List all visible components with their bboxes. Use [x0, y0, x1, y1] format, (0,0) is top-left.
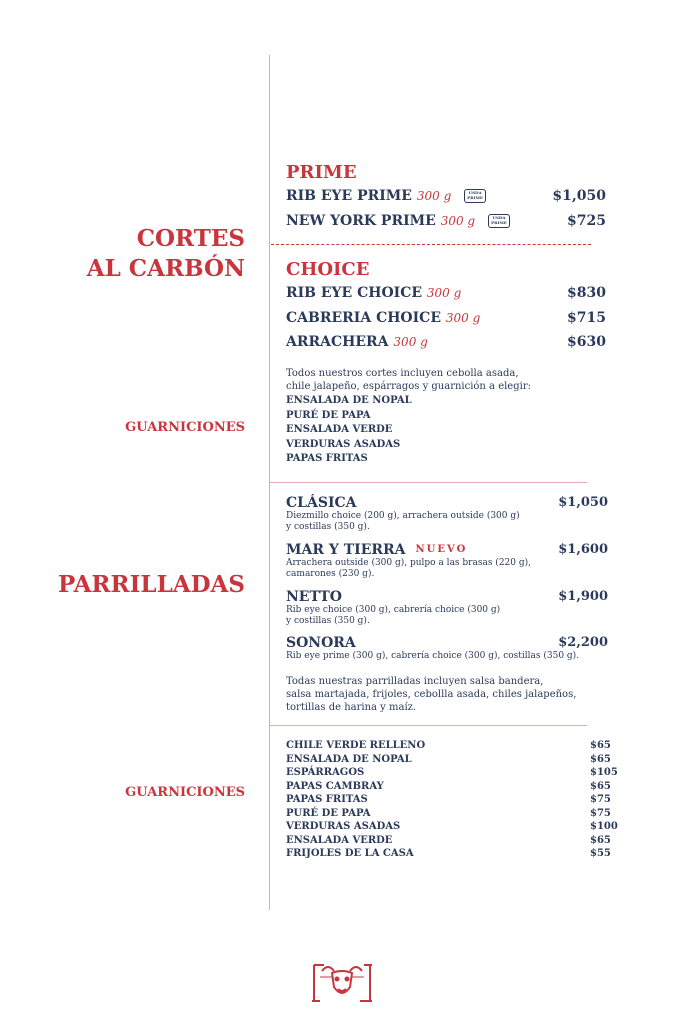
parrillada-item	[286, 589, 608, 627]
section-divider-2	[269, 725, 587, 726]
item-price: $630	[567, 334, 606, 350]
parrillada-desc: y costillas (350 g).	[286, 522, 370, 532]
parrillada-price: $1,050	[558, 495, 608, 510]
parrillada-item	[286, 495, 608, 533]
parrillada-price: $1,900	[558, 589, 608, 604]
list-item	[286, 847, 611, 861]
menu-item	[286, 213, 606, 235]
list-item: ENSALADA VERDE	[286, 424, 393, 435]
choice-heading: CHOICE	[286, 259, 370, 280]
parrillada-desc: Arrachera outside (300 g), pulpo a las brasas (220 g),	[286, 558, 531, 568]
item-weight: 300 g	[426, 286, 462, 300]
guarniciones-list-2	[286, 739, 618, 861]
item-name: NEW YORK PRIME	[286, 213, 436, 229]
parrillada-name: MAR Y TIERRA	[286, 542, 406, 558]
parrillada-name: CLÁSICA	[286, 495, 357, 511]
item-name: ENSALADA DE NOPAL	[286, 753, 412, 765]
menu-item	[286, 310, 606, 332]
item-name: FRIJOLES DE LA CASA	[286, 848, 414, 859]
guarniciones-label-1: GUARNICIONES	[125, 420, 245, 435]
usda-prime-badge-icon: USDA PRIME	[488, 214, 510, 228]
item-name: ARRACHERA	[286, 334, 389, 350]
item-name: CHILE VERDE RELLENO	[286, 740, 426, 751]
bull-monogram-icon	[310, 957, 374, 1005]
list-item	[286, 780, 611, 794]
item-weight: 300 g	[416, 189, 452, 203]
cortes-title-line2: AL CARBÓN	[86, 255, 245, 282]
item-weight: 300 g	[440, 214, 476, 228]
item-weight: 300 g	[393, 335, 428, 349]
menu-item	[286, 334, 606, 356]
item-name: VERDURAS ASADAS	[286, 821, 401, 832]
parrilladas-title: PARRILLADAS	[57, 571, 245, 598]
item-price: $105	[590, 767, 618, 778]
item-name: ESPÁRRAGOS	[286, 767, 365, 778]
usda-prime-badge-icon: USDA PRIME	[464, 189, 486, 203]
item-name: RIB EYE PRIME	[286, 188, 412, 204]
list-item: VERDURAS ASADAS	[286, 438, 401, 450]
item-price: $65	[590, 780, 611, 792]
parrillada-desc: Rib eye choice (300 g), cabrería choice (300 g)	[286, 605, 501, 615]
list-item	[286, 793, 611, 807]
note-line: tortillas de harina y maíz.	[286, 702, 417, 713]
item-name: ENSALADA VERDE	[286, 834, 393, 846]
list-item	[286, 820, 618, 834]
item-price: $725	[567, 213, 606, 229]
parrillada-desc: Rib eye prime (300 g), cabrería choice (300 g), costillas (350 g).	[286, 651, 580, 661]
list-item	[286, 834, 611, 848]
item-price: $830	[567, 285, 606, 301]
list-item: PAPAS FRITAS	[286, 453, 368, 464]
section-divider-1	[269, 482, 587, 483]
item-price: $65	[590, 740, 611, 751]
cortes-note	[286, 367, 531, 393]
item-name: PAPAS FRITAS	[286, 794, 368, 805]
note-line: Todos nuestros cortes incluyen cebolla asada,	[286, 368, 519, 379]
parrillada-name: NETTO	[286, 589, 342, 605]
nuevo-badge: NUEVO	[415, 544, 468, 555]
item-name: PURÉ DE PAPA	[286, 807, 371, 819]
item-price: $65	[590, 753, 611, 765]
item-price: $715	[567, 310, 606, 326]
guarniciones-list-1	[286, 394, 412, 467]
list-item: PURÉ DE PAPA	[286, 409, 371, 421]
parrillada-item	[286, 635, 608, 662]
note-line: Todas nuestras parrilladas incluyen salsa bandera,	[286, 676, 544, 687]
parrillada-price: $2,200	[558, 635, 608, 650]
note-line: chile jalapeño, espárragos y guarnición a elegir:	[286, 381, 531, 392]
item-price: $100	[590, 821, 618, 832]
item-price: $55	[590, 848, 611, 859]
menu-item	[286, 285, 606, 307]
item-price: $75	[590, 794, 611, 805]
item-name: CABRERIA CHOICE	[286, 310, 441, 326]
menu-item	[286, 188, 606, 210]
parrillada-item	[286, 542, 608, 580]
cortes-title-line1: CORTES	[136, 225, 245, 252]
item-name: PAPAS CAMBRAY	[286, 780, 384, 792]
item-price: $1,050	[552, 188, 606, 204]
list-item	[286, 766, 618, 780]
item-name: RIB EYE CHOICE	[286, 285, 423, 301]
prime-heading: PRIME	[286, 162, 357, 183]
parrillada-desc: camarones (230 g).	[286, 569, 375, 579]
guarniciones-label-2: GUARNICIONES	[125, 785, 245, 800]
item-price: $65	[590, 834, 611, 846]
list-item: ENSALADA DE NOPAL	[286, 395, 412, 406]
list-item	[286, 739, 611, 753]
parrillada-price: $1,600	[558, 542, 608, 557]
parrillada-desc: Diezmillo choice (200 g), arrachera outside (300 g)	[286, 511, 520, 521]
parrilladas-note	[286, 675, 576, 714]
cortes-title	[87, 224, 245, 284]
list-item	[286, 753, 611, 767]
note-line: salsa martajada, frijoles, cebollla asada, chiles jalapeños,	[286, 689, 577, 700]
parrillada-desc: y costillas (350 g).	[286, 616, 370, 626]
dashed-divider	[271, 244, 591, 245]
list-item	[286, 807, 611, 821]
item-weight: 300 g	[445, 311, 481, 325]
parrillada-name: SONORA	[286, 635, 356, 651]
item-price: $75	[590, 807, 611, 819]
